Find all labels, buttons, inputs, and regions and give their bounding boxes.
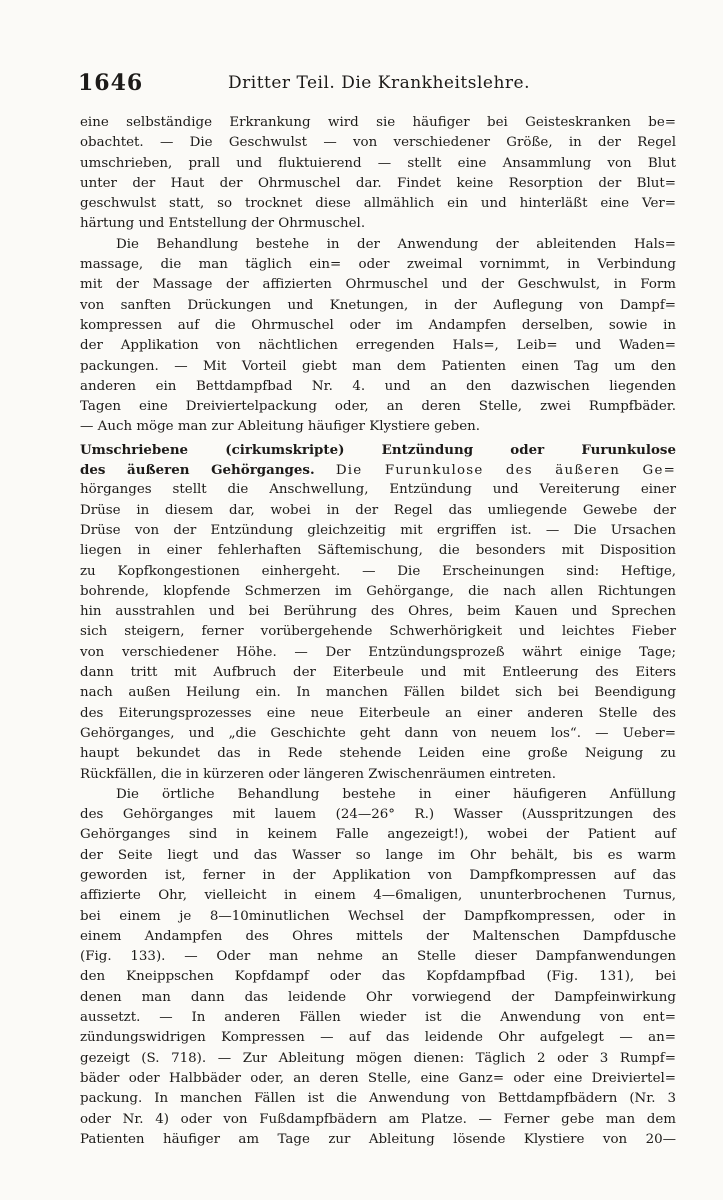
text-line: dann tritt mit Aufbruch der Eiterbeule und mit Entleerung des Eiters xyxy=(80,665,676,681)
text-line: der Seite liegt und das Wasser so lange im Ohr behält, bis es warm xyxy=(80,847,676,863)
text-line: Drüse von der Entzündung gleichzeitig mit ergriffen ist. — Die Ursachen xyxy=(80,522,676,538)
text-line: Tagen eine Dreiviertelpackung oder, an deren Stelle, zwei Rumpfbäder. xyxy=(80,399,676,415)
text-line: mit der Massage der affizierten Ohrmuschel und der Geschwulst, in Form xyxy=(80,277,676,293)
text-line: (Fig. 133). — Oder man nehme an Stelle dieser Dampfanwendungen xyxy=(80,949,676,965)
text-line: härtung und Entstellung der Ohrmuschel. xyxy=(80,216,366,232)
text-line: Rückfällen, die in kürzeren oder längeren Zwischenräumen eintreten. xyxy=(80,766,557,782)
running-head: Dritter Teil. Die Krankheitslehre. xyxy=(228,73,530,93)
text-line: affizierte Ohr, vielleicht in einem 4—6maligen, ununterbrochenen Turnus, xyxy=(80,888,676,904)
text-line: eine selbständige Erkrankung wird sie häufiger bei Geisteskranken be= xyxy=(80,115,676,130)
text-line: gezeigt (S. 718). — Zur Ableitung mögen dienen: Täglich 2 oder 3 Rumpf= xyxy=(80,1050,676,1066)
text-line: zu Kopfkongestionen einhergeht. — Die Erscheinungen sind: Heftige, xyxy=(80,563,676,579)
text-line: Die Behandlung bestehe in der Anwendung der ableitenden Hals= xyxy=(116,236,676,252)
text-line: der Applikation von nächtlichen erregenden Hals=, Leib= und Waden= xyxy=(80,338,676,354)
text-line: obachtet. — Die Geschwulst — von verschiedener Größe, in der Regel xyxy=(80,135,676,151)
text-line: geschwulst statt, so trocknet diese allmählich ein und hinterläßt eine Ver= xyxy=(80,196,676,212)
text-line: Patienten häufiger am Tage zur Ableitung lösende Klystiere von 20— xyxy=(80,1131,676,1147)
text-line: anderen ein Bettdampfbad Nr. 4. und an den dazwischen liegenden xyxy=(80,378,676,394)
text-line: Gehörganges, und „die Geschichte geht dann von neuem los“. — Ueber= xyxy=(80,725,676,741)
paragraph xyxy=(80,440,676,785)
text-line: geworden ist, ferner in der Applikation von Dampfkompressen auf das xyxy=(80,867,676,883)
text-line: oder Nr. 4) oder von Fußdampfbädern am Platze. — Ferner gebe man dem xyxy=(80,1111,676,1127)
text-line: haupt bekundet das in Rede stehende Leiden eine große Neigung zu xyxy=(80,746,676,762)
text-line: einem Andampfen des Ohres mittels der Maltenschen Dampfdusche xyxy=(80,928,676,944)
text-line: Drüse in diesem dar, wobei in der Regel das umliegende Gewebe der xyxy=(80,502,676,518)
text-line: des Gehörganges mit lauem (24—26° R.) Wasser (Ausspritzungen des xyxy=(80,807,676,823)
text-line: bohrende, klopfende Schmerzen im Gehörgange, die nach allen Richtungen xyxy=(80,583,676,599)
text-line: liegen in einer fehlerhaften Säftemischung, die besonders mit Disposition xyxy=(80,543,676,559)
text-line: packung. In manchen Fällen ist die Anwendung von Bettdampfbädern (Nr. 3 xyxy=(80,1091,676,1107)
text-line: — Auch möge man zur Ableitung häufiger Klystiere geben. xyxy=(80,419,481,435)
text-line: kompressen auf die Ohrmuschel oder im Andampfen derselben, sowie in xyxy=(80,317,676,333)
text-line: von verschiedener Höhe. — Der Entzündungsprozeß währt einige Tage; xyxy=(80,644,676,660)
text-line: Gehörganges sind in keinem Falle angezeigt!), wobei der Patient auf xyxy=(80,827,676,843)
text-line xyxy=(80,460,676,480)
section-heading-continued: des äußeren Gehörganges. xyxy=(80,462,315,479)
text-line: massage, die man täglich ein= oder zweimal vornimmt, in Verbindung xyxy=(80,257,676,273)
text-line: zündungswidrigen Kompressen — auf das leidende Ohr aufgelegt — an= xyxy=(80,1030,676,1046)
section-heading: Umschriebene (cirkumskripte) Entzündung oder Furunkulose xyxy=(80,441,676,458)
text-line: aussetzt. — In anderen Fällen wieder ist die Anwendung von ent= xyxy=(80,1010,676,1026)
paragraph xyxy=(80,113,676,235)
text-line: unter der Haut der Ohrmuschel dar. Findet keine Resorption der Blut= xyxy=(80,175,676,191)
text-line: bei einem je 8—10minutlichen Wechsel der Dampfkompressen, oder in xyxy=(80,908,676,924)
text-line: den Kneippschen Kopfdampf oder das Kopfdampfbad (Fig. 131), bei xyxy=(80,969,676,985)
text-line: von sanften Drückungen und Knetungen, in der Auflegung von Dampf= xyxy=(80,297,676,313)
paragraph xyxy=(80,785,676,1150)
body-text xyxy=(80,113,676,1150)
text-line: des Eiterungsprozesses eine neue Eiterbeule an einer anderen Stelle des xyxy=(80,705,676,721)
text-line: packungen. — Mit Vorteil giebt man dem Patienten einen Tag um den xyxy=(80,358,676,374)
text-line: denen man dann das leidende Ohr vorwiegend der Dampfeinwirkung xyxy=(80,989,676,1005)
page-number: 1646 xyxy=(78,70,144,96)
text-line: hin ausstrahlen und bei Berührung des Ohres, beim Kauen und Sprechen xyxy=(80,604,676,620)
text-line: umschrieben, prall und fluktuierend — stellt eine Ansammlung von Blut xyxy=(80,155,676,171)
text-line: bäder oder Halbbäder oder, an deren Stelle, eine Ganz= oder eine Dreiviertel= xyxy=(80,1070,676,1086)
text-line: hörganges stellt die Anschwellung, Entzündung und Vereiterung einer xyxy=(80,482,676,498)
text-line-rest: Die Furunkulose des äußeren Ge= xyxy=(335,463,676,479)
text-line: nach außen Heilung ein. In manchen Fällen bildet sich bei Beendigung xyxy=(80,685,676,701)
page-header xyxy=(78,70,678,104)
text-line: sich steigern, ferner vorübergehende Schwerhörigkeit und leichtes Fieber xyxy=(80,624,676,640)
text-line: Die örtliche Behandlung bestehe in einer häufigeren Anfüllung xyxy=(116,786,676,802)
paragraph xyxy=(80,235,676,438)
